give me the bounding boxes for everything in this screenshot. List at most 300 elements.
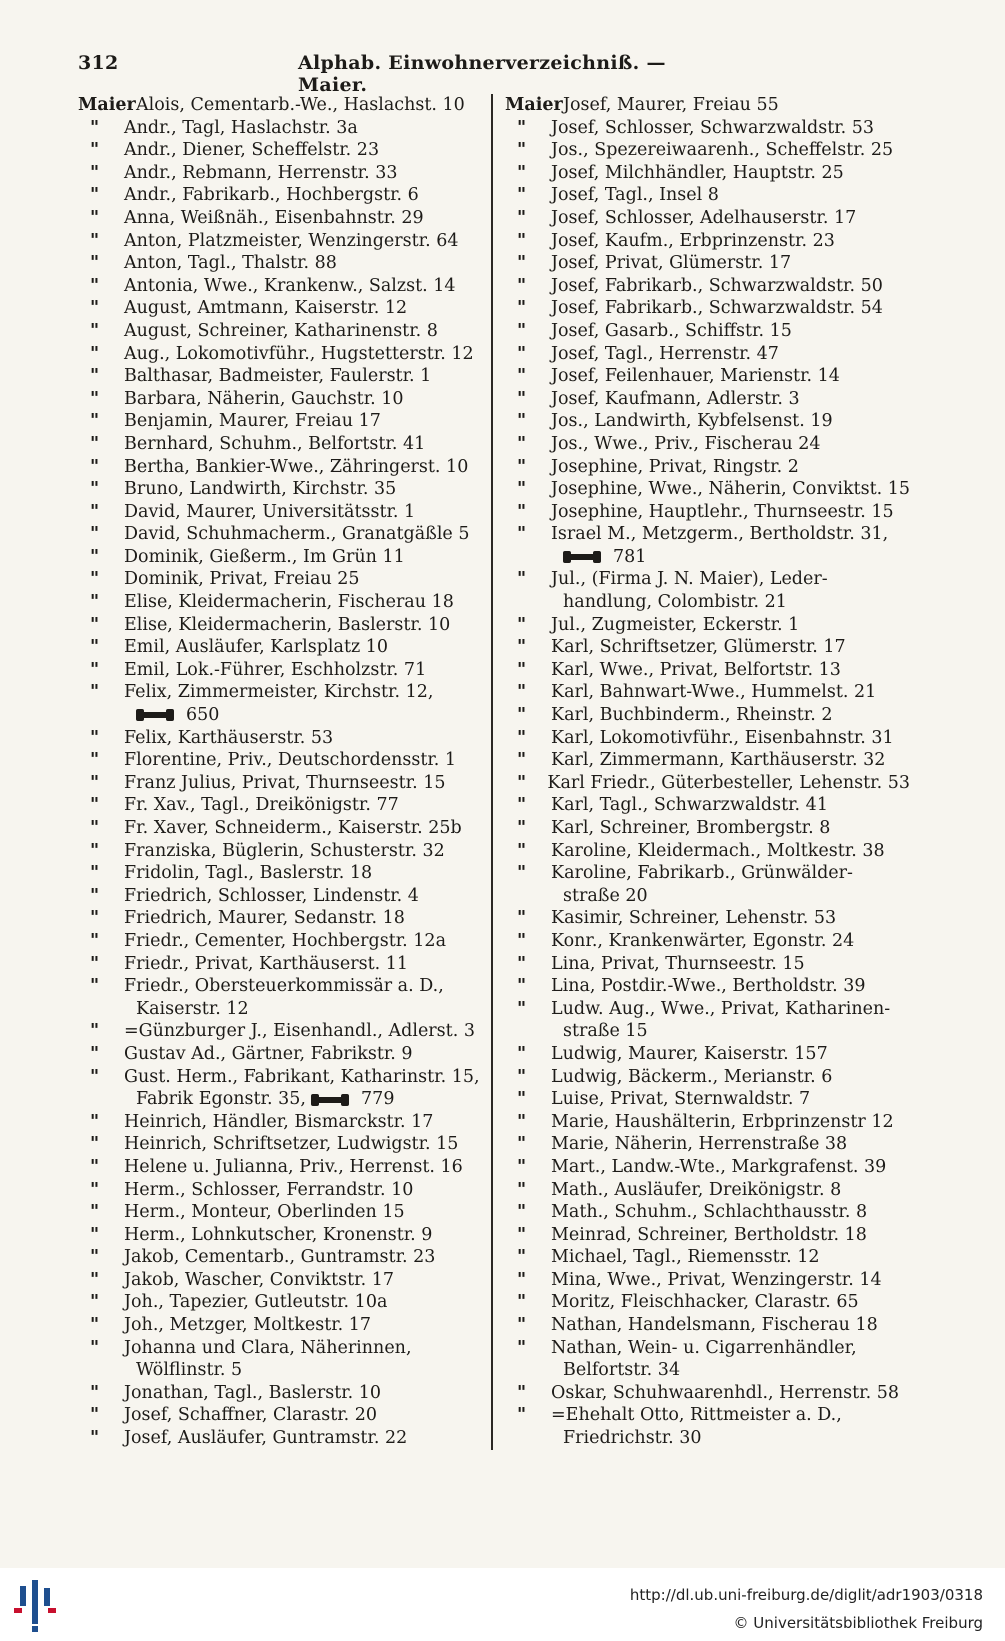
ditto-mark: " [517, 1111, 527, 1132]
entry-text: Jos., Landwirth, Kybfelsenst. 19 [551, 411, 833, 432]
entry-text: Florentine, Priv., Deutschordensstr. 1 [124, 750, 457, 771]
entry-text: Andr., Tagl, Haslachstr. 3a [124, 117, 358, 138]
directory-entry [505, 207, 910, 230]
ditto-mark: " [517, 366, 527, 387]
directory-entry [505, 297, 910, 320]
directory-entry [505, 727, 910, 750]
directory-entry [78, 1382, 488, 1405]
entry-text: =Günzburger J., Eisenhandl., Adlerst. 3 [124, 1021, 475, 1042]
ditto-mark: " [90, 433, 100, 454]
directory-entry [78, 297, 488, 320]
ditto-mark: " [517, 1156, 527, 1177]
entry-text: Josef, Milchhändler, Hauptstr. 25 [551, 162, 844, 183]
entry-text: Anton, Tagl., Thalstr. 88 [124, 253, 337, 274]
directory-entry [78, 207, 488, 230]
directory-entry [505, 568, 910, 591]
ditto-mark: " [517, 162, 527, 183]
entry-text: Friedr., Obersteuerkommissär a. D., [124, 976, 444, 997]
entry-text: Karl, Buchbinderm., Rheinstr. 2 [551, 705, 833, 726]
ditto-mark: " [90, 207, 100, 228]
entry-text: Luise, Privat, Sternwaldstr. 7 [551, 1089, 811, 1110]
directory-entry [78, 252, 488, 275]
ditto-mark: " [517, 1405, 527, 1426]
entry-text: Mart., Landw.-Wte., Markgrafenst. 39 [551, 1156, 887, 1177]
directory-entry [505, 1269, 910, 1292]
directory-entry [505, 501, 910, 524]
entry-text: August, Amtmann, Kaiserstr. 12 [124, 298, 408, 319]
directory-entry [78, 275, 488, 298]
directory-entry [505, 1133, 910, 1156]
page-title: Alphab. Einwohnerverzeichniß. — Maier. [298, 52, 666, 96]
directory-entry [505, 1337, 910, 1360]
ditto-mark: " [517, 479, 527, 500]
ditto-mark: " [517, 1292, 527, 1313]
entry-text: Fr. Xav., Tagl., Dreikönigstr. 77 [124, 795, 399, 816]
ditto-mark: " [517, 727, 527, 748]
ditto-mark: " [517, 1247, 527, 1268]
ditto-mark: " [90, 1111, 100, 1132]
ditto-mark: " [90, 1021, 100, 1042]
ditto-mark: " [90, 546, 100, 567]
entry-text: Josef, Schlosser, Schwarzwaldstr. 53 [551, 117, 875, 138]
entry-text: Mina, Wwe., Privat, Wenzingerstr. 14 [551, 1269, 882, 1290]
ditto-mark: " [517, 343, 527, 364]
directory-entry [505, 252, 910, 275]
directory-entry [78, 907, 488, 930]
ditto-mark: " [517, 1202, 527, 1223]
directory-entry [78, 456, 488, 479]
page-header [78, 52, 698, 96]
directory-entry [78, 1314, 488, 1337]
entry-text: Joh., Tapezier, Gutleutstr. 10a [124, 1292, 388, 1313]
ditto-mark: " [517, 1269, 527, 1290]
ditto-mark: " [90, 863, 100, 884]
directory-entry [505, 1359, 910, 1382]
directory-entry [505, 704, 910, 727]
entry-text: Franz Julius, Privat, Thurnseestr. 15 [124, 772, 446, 793]
entry-text: Jakob, Wascher, Conviktstr. 17 [124, 1269, 394, 1290]
entry-text: Karoline, Kleidermach., Moltkestr. 38 [551, 840, 885, 861]
entry-text: Gustav Ad., Gärtner, Fabrikstr. 9 [124, 1043, 413, 1064]
directory-entry [78, 840, 488, 863]
directory-entry [505, 749, 910, 772]
ditto-mark: " [90, 930, 100, 951]
telephone-icon [563, 550, 607, 564]
entry-text: Josephine, Privat, Ringstr. 2 [551, 456, 799, 477]
directory-entry [78, 410, 488, 433]
entry-text: Josef, Kaufm., Erbprinzenstr. 23 [551, 230, 835, 251]
directory-entry [505, 591, 910, 614]
directory-entry [78, 749, 488, 772]
ditto-mark: " [90, 366, 100, 387]
ditto-mark: " [517, 1066, 527, 1087]
ditto-mark: " [517, 908, 527, 929]
entry-text: Fabrik Egonstr. 35, 779 [136, 1089, 395, 1110]
entry-text: Andr., Fabrikarb., Hochbergstr. 6 [124, 185, 419, 206]
directory-column-left [78, 94, 488, 1450]
ditto-mark: " [90, 140, 100, 161]
directory-entry [78, 1020, 488, 1043]
ditto-mark: " [90, 659, 100, 680]
directory-entry [505, 1066, 910, 1089]
entry-text: Josephine, Wwe., Näherin, Conviktst. 15 [550, 479, 910, 500]
directory-entry [505, 794, 910, 817]
directory-entry [78, 1066, 488, 1089]
entry-text: straße 15 [563, 1021, 648, 1042]
entry-text: Josef, Privat, Glümerstr. 17 [551, 253, 792, 274]
directory-entry [78, 704, 488, 727]
directory-entry [78, 568, 488, 591]
ditto-mark: " [90, 388, 100, 409]
directory-entry [505, 930, 910, 953]
ditto-mark: " [90, 1428, 100, 1449]
directory-entry [78, 975, 488, 998]
directory-entry [78, 139, 488, 162]
directory-entry [505, 862, 910, 885]
entry-text: Karl, Tagl., Schwarzwaldstr. 41 [551, 795, 828, 816]
ditto-mark: " [517, 207, 527, 228]
directory-column-right [505, 94, 910, 1450]
directory-entry [505, 1088, 910, 1111]
ditto-mark: " [517, 1179, 527, 1200]
entry-text: Friedr., Privat, Karthäuserst. 11 [124, 953, 408, 974]
ditto-mark: " [517, 1337, 527, 1358]
entry-text: Ludw. Aug., Wwe., Privat, Katharinen- [551, 998, 891, 1019]
entry-text: Heinrich, Schriftsetzer, Ludwigstr. 15 [124, 1134, 459, 1155]
entry-text: straße 20 [563, 885, 648, 906]
ditto-mark: " [90, 230, 100, 251]
entry-text: Emil, Ausläufer, Karlsplatz 10 [124, 637, 389, 658]
ditto-mark: " [517, 524, 527, 545]
page-number: 312 [78, 52, 119, 74]
directory-entry [505, 1314, 910, 1337]
directory-entry [78, 478, 488, 501]
directory-entry [78, 953, 488, 976]
directory-entry [78, 862, 488, 885]
ditto-mark: " [517, 456, 527, 477]
directory-entry [505, 343, 910, 366]
directory-entry [505, 1111, 910, 1134]
directory-entry [78, 523, 488, 546]
ditto-mark: " [517, 682, 527, 703]
ditto-mark: " [90, 1156, 100, 1177]
ditto-mark: " [90, 185, 100, 206]
entry-text: David, Schuhmacherm., Granatgäßle 5 [124, 524, 470, 545]
ditto-mark: " [517, 750, 527, 771]
ditto-mark: " [517, 930, 527, 951]
ditto-mark: " [90, 1337, 100, 1358]
directory-entry [505, 410, 910, 433]
ditto-mark: " [90, 885, 100, 906]
ditto-mark: " [90, 1405, 100, 1426]
ditto-mark: " [90, 343, 100, 364]
ditto-mark: " [90, 569, 100, 590]
ditto-mark: " [517, 614, 527, 635]
ditto-mark: " [90, 1134, 100, 1155]
copyright-text: © Universitätsbibliothek Freiburg [733, 1614, 983, 1632]
entry-text: Josef, Kaufmann, Adlerstr. 3 [551, 388, 800, 409]
entry-text: Barbara, Näherin, Gauchstr. 10 [124, 388, 404, 409]
ditto-mark: " [517, 1089, 527, 1110]
ditto-mark: " [90, 253, 100, 274]
source-url-link[interactable]: http://dl.ub.uni-freiburg.de/diglit/adr1903/0318 [629, 1586, 983, 1604]
ditto-mark: " [90, 1179, 100, 1200]
ditto-mark: " [90, 479, 100, 500]
entry-text: Franziska, Büglerin, Schusterstr. 32 [124, 840, 445, 861]
directory-entry [505, 614, 910, 637]
entry-text: Karl, Lokomotivführ., Eisenbahnstr. 31 [551, 727, 894, 748]
entry-text: Elise, Kleidermacherin, Fischerau 18 [124, 592, 454, 613]
entry-text: Kasimir, Schreiner, Lehenstr. 53 [551, 908, 837, 929]
ditto-mark: " [90, 614, 100, 635]
entry-text: Antonia, Wwe., Krankenw., Salzst. 14 [124, 275, 456, 296]
directory-entry [505, 1156, 910, 1179]
directory-entry [505, 998, 910, 1021]
ditto-mark: " [90, 908, 100, 929]
entry-text: Josef, Schlosser, Adelhauserstr. 17 [551, 207, 857, 228]
entry-text: Anton, Platzmeister, Wenzingerstr. 64 [124, 230, 459, 251]
ditto-mark: " [517, 705, 527, 726]
ditto-mark: " [517, 1382, 527, 1403]
directory-entry [78, 1404, 488, 1427]
ditto-mark: " [90, 795, 100, 816]
directory-entry [78, 1224, 488, 1247]
ditto-mark: " [90, 592, 100, 613]
entry-text: Elise, Kleidermacherin, Baslerstr. 10 [124, 614, 451, 635]
ditto-mark: " [517, 320, 527, 341]
entry-text: Herm., Lohnkutscher, Kronenstr. 9 [124, 1224, 433, 1245]
ditto-mark: " [517, 411, 527, 432]
ditto-mark: " [90, 117, 100, 138]
directory-entry [505, 1224, 910, 1247]
entry-text: Marie, Näherin, Herrenstraße 38 [551, 1134, 848, 1155]
ditto-mark: " [90, 456, 100, 477]
entry-text: Josef, Fabrikarb., Schwarzwaldstr. 50 [551, 275, 883, 296]
entry-text: Belfortstr. 34 [563, 1360, 681, 1381]
ditto-mark: " [90, 162, 100, 183]
entry-text: Meinrad, Schreiner, Bertholdstr. 18 [551, 1224, 867, 1245]
directory-entry [78, 365, 488, 388]
entry-text: Ludwig, Bäckerm., Merianstr. 6 [551, 1066, 833, 1087]
directory-entry [505, 817, 910, 840]
entry-text: Oskar, Schuhwaarenhdl., Herrenstr. 58 [551, 1382, 899, 1403]
directory-entry [505, 1427, 910, 1450]
directory-entry [78, 930, 488, 953]
directory-entry [78, 817, 488, 840]
directory-entry [505, 456, 910, 479]
directory-entry [78, 1337, 488, 1360]
directory-entry [505, 433, 910, 456]
directory-entry [505, 659, 910, 682]
entry-text: Jakob, Cementarb., Guntramstr. 23 [124, 1247, 436, 1268]
directory-entry [78, 1291, 488, 1314]
directory-entry [78, 636, 488, 659]
directory-entry [505, 1020, 910, 1043]
entry-text: Alois, Cementarb.-We., Haslachst. 10 [136, 95, 465, 115]
ditto-mark: " [90, 953, 100, 974]
entry-text: Jonathan, Tagl., Baslerstr. 10 [124, 1382, 382, 1403]
entry-text: Benjamin, Maurer, Freiau 17 [124, 411, 381, 432]
directory-entry [78, 433, 488, 456]
ditto-mark: " [90, 818, 100, 838]
entry-text: Karl Friedr., Güterbesteller, Lehenstr. 53 [547, 772, 910, 793]
ditto-mark: " [517, 998, 527, 1019]
entry-text: Dominik, Privat, Freiau 25 [124, 569, 360, 590]
ditto-mark: " [90, 750, 100, 771]
directory-entry [505, 162, 910, 185]
entry-text: Jos., Spezereiwaarenh., Scheffelstr. 25 [551, 140, 894, 161]
ditto-mark: " [90, 1292, 100, 1313]
entry-text: Karl, Wwe., Privat, Belfortstr. 13 [551, 659, 841, 680]
entry-text: Jul., Zugmeister, Eckerstr. 1 [551, 614, 800, 635]
entry-text: Josef, Fabrikarb., Schwarzwaldstr. 54 [551, 298, 883, 319]
directory-entry [505, 478, 910, 501]
entry-text: Bernhard, Schuhm., Belfortstr. 41 [124, 433, 426, 454]
ditto-mark: " [517, 185, 527, 206]
entry-text: Karl, Zimmermann, Karthäuserstr. 32 [551, 750, 886, 771]
directory-entry [505, 94, 910, 117]
entry-text: Gust. Herm., Fabrikant, Katharinstr. 15, [124, 1066, 480, 1087]
ditto-mark: " [90, 501, 100, 522]
ditto-mark: " [517, 140, 527, 161]
ditto-mark: " [90, 637, 100, 658]
ditto-mark: " [90, 1202, 100, 1223]
entry-text: Bruno, Landwirth, Kirchstr. 35 [124, 479, 397, 500]
ditto-mark: " [517, 976, 527, 997]
entry-text: Herm., Monteur, Oberlinden 15 [124, 1202, 405, 1223]
ditto-mark: " [90, 840, 100, 861]
entry-text: Karoline, Fabrikarb., Grünwälder- [551, 863, 853, 884]
directory-entry [505, 1201, 910, 1224]
ditto-mark: " [517, 1224, 527, 1245]
ditto-mark: " [517, 253, 527, 274]
entry-text: Konr., Krankenwärter, Egonstr. 24 [551, 930, 855, 951]
entry-text: Fr. Xaver, Schneiderm., Kaiserstr. 25b [124, 818, 462, 838]
directory-entry [78, 184, 488, 207]
entry-text: Johanna und Clara, Näherinnen, [124, 1337, 412, 1358]
ditto-mark: " [517, 1134, 527, 1155]
directory-entry [505, 184, 910, 207]
directory-entry [505, 1043, 910, 1066]
entry-text: Balthasar, Badmeister, Faulerstr. 1 [124, 366, 432, 387]
entry-text: Felix, Zimmermeister, Kirchstr. 12, [124, 682, 434, 703]
ditto-mark: " [517, 637, 527, 658]
directory-entry [505, 365, 910, 388]
directory-entry [505, 772, 910, 795]
entry-text: Josef, Maurer, Freiau 55 [563, 95, 779, 115]
entry-text: Marie, Haushälterin, Erbprinzenstr 12 [551, 1111, 894, 1132]
directory-entry [78, 1111, 488, 1134]
directory-entry [78, 614, 488, 637]
entry-text: Helene u. Julianna, Priv., Herrenst. 16 [124, 1156, 463, 1177]
entry-text: Dominik, Gießerm., Im Grün 11 [124, 546, 405, 567]
entry-text: Josef, Schaffner, Clarastr. 20 [124, 1405, 378, 1426]
entry-text: Andr., Rebmann, Herrenstr. 33 [124, 162, 398, 183]
ditto-mark: " [517, 953, 527, 974]
directory-entry [78, 546, 488, 569]
directory-entry [78, 501, 488, 524]
ditto-mark: " [517, 818, 527, 838]
entry-text: Kaiserstr. 12 [136, 998, 249, 1019]
ditto-mark: " [90, 1224, 100, 1245]
ditto-mark: " [90, 1269, 100, 1290]
directory-entry [78, 1427, 488, 1450]
directory-entry [505, 636, 910, 659]
directory-entry [78, 1359, 488, 1382]
ditto-mark: " [517, 1315, 527, 1336]
entry-text: Friedrich, Schlosser, Lindenstr. 4 [124, 885, 419, 906]
directory-entry [505, 230, 910, 253]
directory-entry [78, 388, 488, 411]
entry-text: =Ehehalt Otto, Rittmeister a. D., [551, 1405, 842, 1426]
ditto-mark: " [90, 727, 100, 748]
ditto-mark: " [517, 117, 527, 138]
directory-entry [78, 117, 488, 140]
ditto-mark: " [517, 230, 527, 251]
entry-text: Josef, Tagl., Insel 8 [551, 185, 719, 206]
entry-text: Moritz, Fleischhacker, Clarastr. 65 [551, 1292, 859, 1313]
directory-entry [78, 1201, 488, 1224]
ditto-mark: " [90, 1066, 100, 1087]
directory-entry [505, 885, 910, 908]
entry-text: Lina, Privat, Thurnseestr. 15 [551, 953, 805, 974]
entry-text: Friedr., Cementer, Hochbergstr. 12a [124, 930, 446, 951]
ditto-mark: " [90, 411, 100, 432]
telephone-icon [311, 1093, 355, 1107]
ditto-mark: " [90, 772, 100, 793]
directory-entry [78, 659, 488, 682]
entry-text: Math., Schuhm., Schlachthausstr. 8 [551, 1202, 868, 1223]
entry-text: Lina, Postdir.-Wwe., Bertholdstr. 39 [551, 976, 866, 997]
ditto-mark: " [517, 569, 527, 590]
column-divider [491, 94, 493, 1450]
ditto-mark: " [517, 795, 527, 816]
ditto-mark: " [90, 682, 100, 703]
entry-text: Jos., Wwe., Priv., Fischerau 24 [551, 433, 821, 454]
entry-text: Herm., Schlosser, Ferrandstr. 10 [124, 1179, 414, 1200]
directory-entry [505, 523, 910, 546]
entry-text: David, Maurer, Universitätsstr. 1 [124, 501, 416, 522]
directory-entry [505, 975, 910, 998]
entry-text: Aug., Lokomotivführ., Hugstetterstr. 12 [124, 343, 474, 364]
directory-entry [505, 681, 910, 704]
entry-text: Heinrich, Händler, Bismarckstr. 17 [124, 1111, 434, 1132]
entry-text: Josef, Gasarb., Schiffstr. 15 [551, 320, 792, 341]
ditto-mark: " [517, 1043, 527, 1064]
entry-text: Josef, Ausläufer, Guntramstr. 22 [124, 1428, 408, 1449]
directory-entry [78, 1246, 488, 1269]
directory-entry [505, 1404, 910, 1427]
directory-entry [78, 727, 488, 750]
directory-entry [78, 591, 488, 614]
directory-entry [505, 117, 910, 140]
directory-entry [78, 794, 488, 817]
directory-entry [78, 1269, 488, 1292]
entry-text: Michael, Tagl., Riemensstr. 12 [551, 1247, 820, 1268]
ditto-mark: " [90, 1043, 100, 1064]
entry-text: Karl, Bahnwart-Wwe., Hummelst. 21 [551, 682, 877, 703]
directory-entry [78, 94, 488, 117]
entry-text: Wölflinstr. 5 [136, 1360, 243, 1381]
ditto-mark: " [90, 298, 100, 319]
entry-text: Friedrichstr. 30 [563, 1428, 702, 1449]
directory-entry [505, 275, 910, 298]
entry-text: Nathan, Handelsmann, Fischerau 18 [551, 1315, 878, 1336]
entry-text: Josephine, Hauptlehr., Thurnseestr. 15 [551, 501, 894, 522]
directory-entry [78, 1133, 488, 1156]
entry-text: Felix, Karthäuserstr. 53 [124, 727, 334, 748]
directory-entry [78, 320, 488, 343]
